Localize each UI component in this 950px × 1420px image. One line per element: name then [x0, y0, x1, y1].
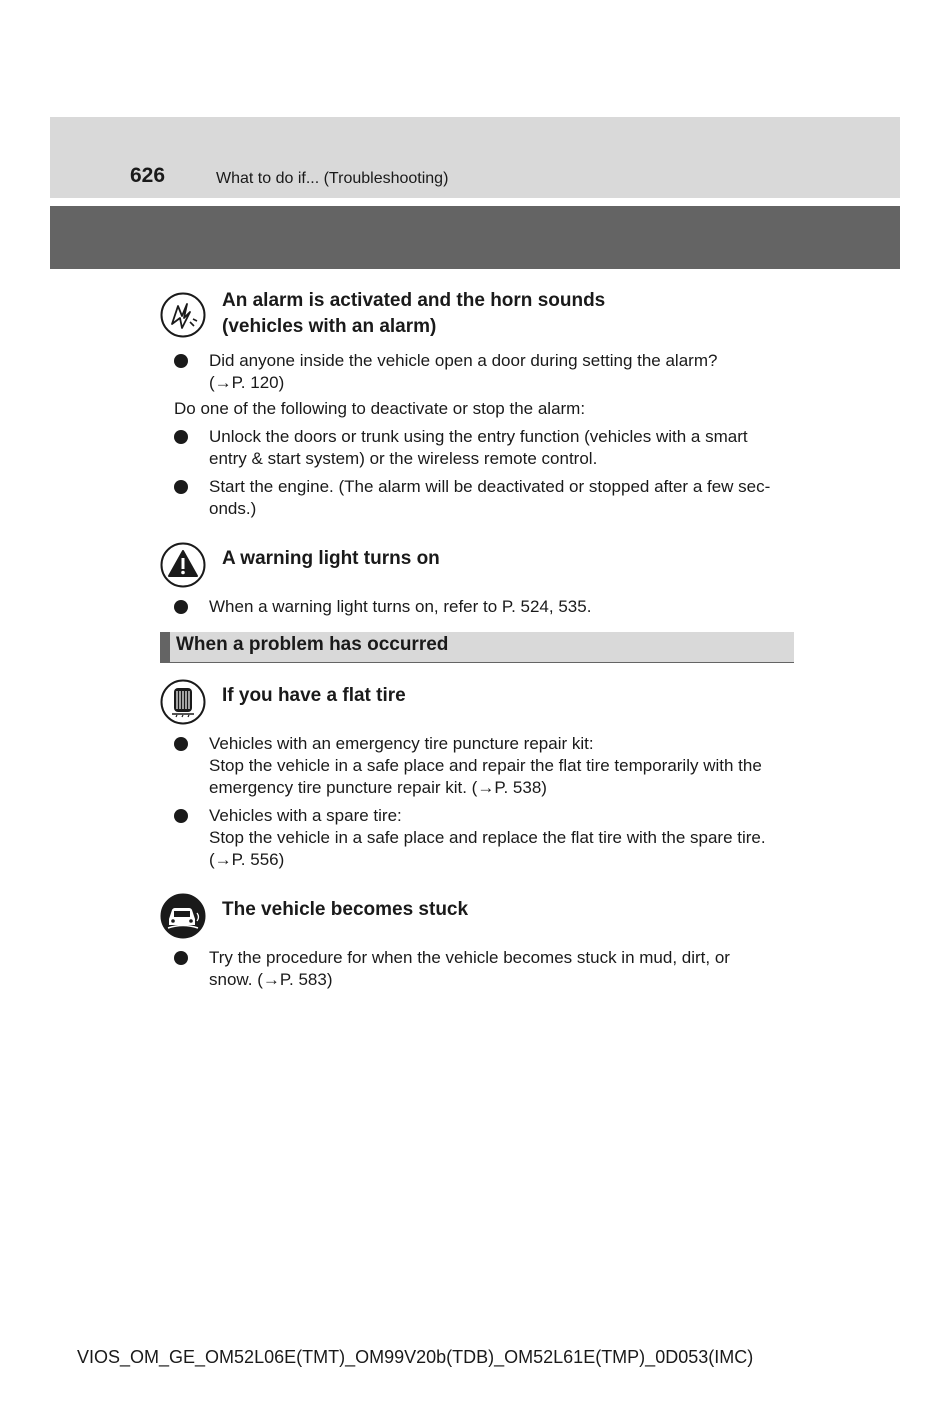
subheading-problem-occurred	[160, 632, 794, 663]
stuck-bullet-1-line-2: snow. (→P. 583)	[209, 970, 333, 989]
alarm-bullet-1-line-2: (→P. 120)	[209, 373, 285, 392]
header-band	[50, 117, 900, 198]
flat-tire-bullet-1	[174, 733, 792, 799]
topic-stuck	[160, 885, 792, 943]
alarm-bullet-1	[174, 350, 792, 394]
warning-triangle-icon	[160, 542, 206, 588]
topic-alarm-title-1: An alarm is activated and the horn sounds	[222, 290, 606, 311]
alarm-bullet-2-line-1: Unlock the doors or trunk using the entry function (vehicles with a smart	[209, 427, 748, 446]
stuck-bullet-1	[174, 947, 792, 991]
page-number: 626	[130, 164, 166, 187]
warning-bullet-1	[174, 596, 792, 618]
flat-tire-bullet-2	[174, 805, 792, 871]
flat-tire-bullet-1-line-1: Vehicles with an emergency tire puncture repair kit:	[209, 734, 594, 753]
alarm-bullet-2-line-2: entry & start system) or the wireless remote control.	[209, 449, 598, 468]
topic-warning	[160, 534, 792, 592]
topic-warning-title: A warning light turns on	[222, 548, 440, 569]
stuck-vehicle-icon	[160, 893, 206, 939]
flat-tire-bullet-1-line-2: Stop the vehicle in a safe place and repair the flat tire temporarily with the	[209, 756, 762, 775]
alarm-bullet-3	[174, 476, 792, 520]
flat-tire-bullet-1-line-3: emergency tire puncture repair kit. (→P. 538)	[209, 778, 547, 797]
flat-tire-bullet-2-line-3: (→P. 556)	[209, 850, 285, 869]
alarm-horn-icon	[160, 292, 206, 338]
topic-alarm	[160, 284, 792, 342]
flat-tire-bullet-2-line-2: Stop the vehicle in a safe place and replace the flat tire with the spare tire.	[209, 828, 766, 847]
topic-flat-tire-title: If you have a flat tire	[222, 685, 406, 706]
footer-document-code: VIOS_OM_GE_OM52L06E(TMT)_OM99V20b(TDB)_OM52L61E(TMP)_0D053(IMC)	[77, 1347, 754, 1367]
alarm-bullet-1-line-1: Did anyone inside the vehicle open a door during setting the alarm?	[209, 351, 718, 370]
topic-stuck-title: The vehicle becomes stuck	[222, 899, 469, 920]
alarm-bullet-2	[174, 426, 792, 470]
stuck-bullet-1-line-1: Try the procedure for when the vehicle becomes stuck in mud, dirt, or	[209, 948, 730, 967]
subheading-text: When a problem has occurred	[176, 634, 449, 655]
section-title: What to do if... (Troubleshooting)	[216, 170, 449, 187]
chapter-band	[50, 206, 900, 269]
alarm-bullet-3-line-1: Start the engine. (The alarm will be deactivated or stopped after a few sec-	[209, 477, 771, 496]
page-content	[160, 284, 792, 991]
flat-tire-icon	[160, 679, 206, 725]
warning-bullet-1-text: When a warning light turns on, refer to P. 524, 535.	[209, 597, 592, 616]
topic-alarm-title-2: (vehicles with an alarm)	[222, 316, 437, 337]
alarm-bullet-3-line-2: onds.)	[209, 499, 257, 518]
topic-flat-tire	[160, 671, 792, 729]
flat-tire-bullet-2-line-1: Vehicles with a spare tire:	[209, 806, 402, 825]
alarm-intro: Do one of the following to deactivate or stop the alarm:	[174, 399, 586, 418]
